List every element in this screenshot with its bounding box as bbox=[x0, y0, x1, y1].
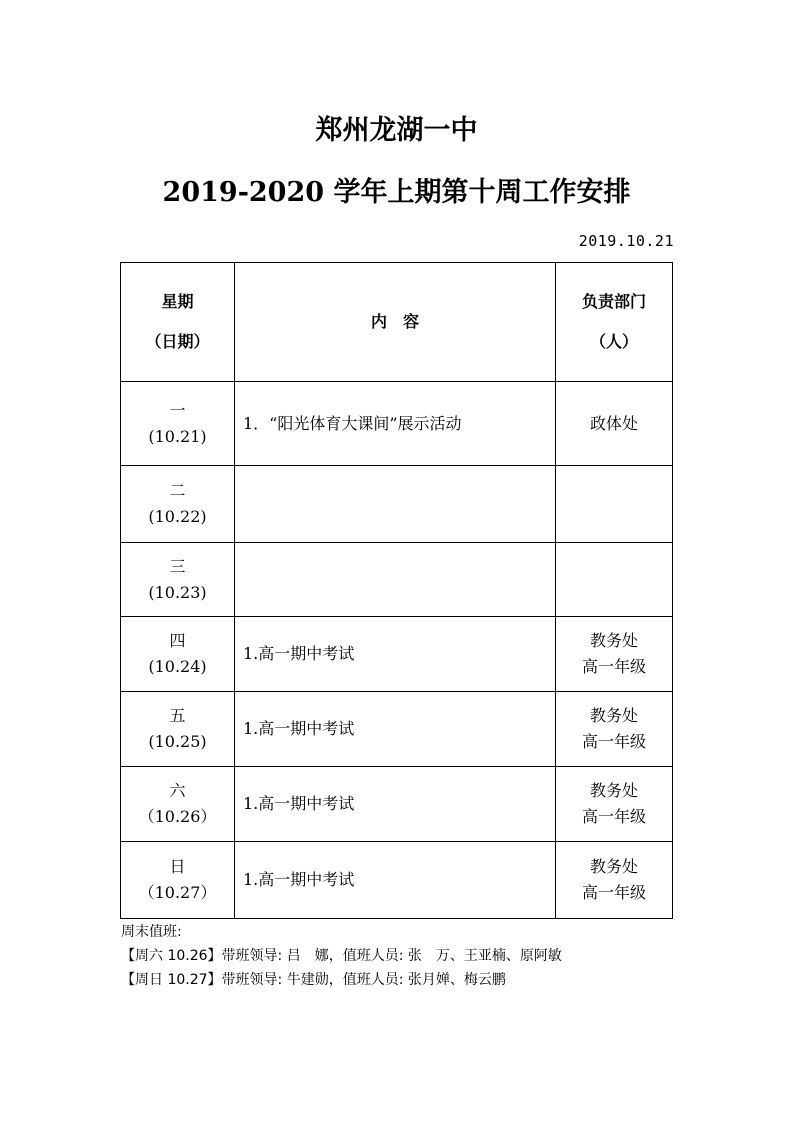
dept-name: 教务处 bbox=[589, 781, 638, 801]
dept-name-2: 高一年级 bbox=[581, 732, 646, 751]
content-cell: 1.高一期中考试 bbox=[235, 767, 556, 842]
dept-cell bbox=[556, 382, 673, 466]
content-cell bbox=[235, 466, 556, 543]
day-date: (10.23) bbox=[148, 582, 207, 602]
day-cell bbox=[121, 692, 235, 767]
saturday-duty: 【周六 10.26】带班领导: 吕 娜，值班人员: 张 万、王亚楠、原阿敏 bbox=[121, 948, 562, 964]
dept-cell bbox=[556, 767, 673, 842]
day-name: 三 bbox=[169, 556, 186, 576]
table-row bbox=[121, 382, 673, 466]
day-date: （10.27） bbox=[138, 883, 217, 902]
day-name: 五 bbox=[169, 706, 186, 726]
day-name: 日 bbox=[169, 857, 186, 877]
header-date-label: （日期） bbox=[145, 332, 210, 351]
dept-cell bbox=[556, 842, 673, 919]
header-dept bbox=[556, 263, 673, 382]
dept-name: 教务处 bbox=[589, 857, 638, 877]
dept-name: 教务处 bbox=[589, 631, 638, 651]
dept-cell bbox=[556, 466, 673, 543]
table-row bbox=[121, 842, 673, 919]
dept-name-2: 高一年级 bbox=[581, 807, 646, 826]
day-date: (10.22) bbox=[148, 507, 207, 526]
header-person-label: （人） bbox=[589, 332, 638, 351]
day-cell bbox=[121, 543, 235, 617]
content-cell: 1.高一期中考试 bbox=[235, 692, 556, 767]
dept-cell bbox=[556, 692, 673, 767]
header-day bbox=[121, 263, 235, 382]
schedule-table bbox=[120, 262, 673, 919]
weekend-duty-heading: 周末值班: bbox=[121, 924, 182, 940]
day-date: (10.25) bbox=[148, 732, 207, 751]
header-dept-label: 负责部门 bbox=[581, 292, 646, 311]
table-row bbox=[121, 466, 673, 543]
content-cell: 1.高一期中考试 bbox=[235, 617, 556, 692]
document-date: 2019.10.21 bbox=[578, 232, 674, 250]
content-cell bbox=[235, 543, 556, 617]
day-cell bbox=[121, 466, 235, 543]
dept-name: 政体处 bbox=[589, 413, 638, 433]
day-name: 一 bbox=[169, 400, 186, 420]
table-row bbox=[121, 617, 673, 692]
day-cell bbox=[121, 767, 235, 842]
content-cell: 1．“阳光体育大课间”展示活动 bbox=[235, 382, 556, 466]
sunday-duty: 【周日 10.27】带班领导: 牛建勋，值班人员: 张月婵、梅云鹏 bbox=[121, 972, 506, 988]
table-row bbox=[121, 692, 673, 767]
day-name: 二 bbox=[169, 481, 186, 501]
document-title: 2019-2020 学年上期第十周工作安排 bbox=[162, 177, 631, 208]
day-cell bbox=[121, 842, 235, 919]
day-cell bbox=[121, 617, 235, 692]
header-content: 内 容 bbox=[235, 263, 556, 382]
dept-name-2: 高一年级 bbox=[581, 883, 646, 902]
dept-name: 教务处 bbox=[589, 706, 638, 726]
table-row bbox=[121, 767, 673, 842]
dept-cell bbox=[556, 543, 673, 617]
day-name: 六 bbox=[169, 781, 186, 801]
day-cell bbox=[121, 382, 235, 466]
header-day-label: 星期 bbox=[161, 292, 194, 311]
day-date: (10.21) bbox=[148, 426, 207, 446]
content-cell: 1.高一期中考试 bbox=[235, 842, 556, 919]
table-header-row bbox=[121, 263, 673, 382]
dept-name-2: 高一年级 bbox=[581, 657, 646, 676]
school-name: 郑州龙湖一中 bbox=[315, 115, 478, 146]
day-date: （10.26） bbox=[138, 807, 217, 826]
dept-cell bbox=[556, 617, 673, 692]
day-name: 四 bbox=[169, 631, 186, 651]
day-date: (10.24) bbox=[148, 657, 207, 676]
table-row bbox=[121, 543, 673, 617]
